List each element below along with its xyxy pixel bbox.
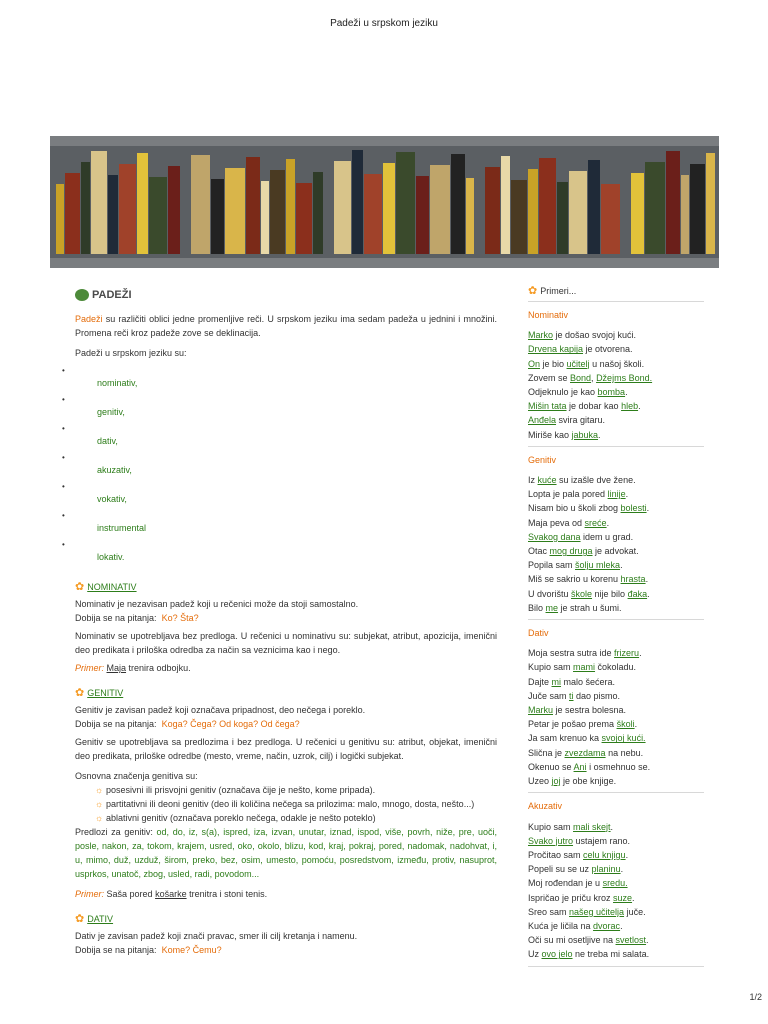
book-spine bbox=[56, 184, 64, 254]
section-dativ-heading: ✿ DATIV bbox=[75, 913, 114, 925]
document-title: Padeži u srpskom jeziku bbox=[330, 18, 438, 29]
book-spine bbox=[149, 177, 167, 254]
example-sentence: On je bio učitelj u našoj školi. bbox=[528, 358, 645, 369]
section-genitiv-heading: ✿ GENITIV bbox=[75, 687, 124, 699]
nominativ-usage: Nominativ se upotrebljava bez predloga. U rečenici u nominativu su: subjekat, atribut, apozicija, imenični deo predikata i priloška odredba za način sa veznicima kao i nego. bbox=[75, 631, 497, 655]
book-spine bbox=[352, 150, 363, 254]
examples-sidebar bbox=[528, 284, 704, 967]
book-spine bbox=[91, 151, 107, 254]
bullet: • bbox=[62, 395, 65, 404]
example-sentence: Lopta je pala pored linije. bbox=[528, 489, 629, 500]
book-spine bbox=[569, 171, 587, 254]
flower-icon: ✿ bbox=[75, 581, 85, 593]
main-heading: PADEŽI bbox=[75, 286, 497, 304]
example-sentence: Uzeo joj je obe knjige. bbox=[528, 776, 617, 787]
book-spine bbox=[191, 155, 210, 254]
book-spine bbox=[119, 164, 136, 254]
book-spine bbox=[501, 156, 510, 254]
meaning-item: ☼ ablativni genitiv (označava poreklo nečega, odakle je nešto poteklo) bbox=[95, 813, 376, 823]
nominativ-example: Primer: Maja trenira odbojku. bbox=[75, 663, 191, 673]
example-sentence: Juče sam ti dao pismo. bbox=[528, 690, 621, 701]
bullet: • bbox=[62, 511, 65, 520]
book-spine bbox=[631, 173, 644, 254]
example-section-nominativ bbox=[528, 308, 704, 447]
intro-paragraph: Padeži su različiti oblici jedne promenljive reči. U srpskom jeziku ima sedam padeža u jednini i množini. Promena reči kroz padeže zove se deklinacija. bbox=[75, 314, 497, 338]
bullet: • bbox=[62, 453, 65, 462]
example-sentence: Nisam bio u školi zbog bolesti. bbox=[528, 503, 650, 514]
bookshelf-banner bbox=[50, 136, 719, 268]
book-spine bbox=[557, 182, 568, 254]
example-sentence: Ispričao je priču kroz suze. bbox=[528, 892, 635, 903]
example-sentence: Oči su mi osetljive na svetlost. bbox=[528, 935, 649, 946]
case-list-item: • dativ, bbox=[62, 424, 118, 446]
bullet: • bbox=[62, 424, 65, 433]
genitiv-meanings-list bbox=[75, 783, 497, 825]
meaning-item: ☼ posesivni ili prisvojni genitiv (označava čije je nešto, kome pripada). bbox=[95, 785, 376, 795]
example-section-title: Dativ bbox=[528, 628, 549, 639]
book-spine bbox=[681, 175, 689, 254]
example-sentence: Marku je sestra bolesna. bbox=[528, 705, 627, 716]
example-sentence: Sreo sam našeg učitelja juče. bbox=[528, 906, 646, 917]
book-spine bbox=[430, 165, 450, 254]
book-spine bbox=[588, 160, 600, 254]
example-sentence: Moj rođendan je u sredu. bbox=[528, 878, 628, 889]
book-spine bbox=[539, 158, 556, 254]
case-list-item: • instrumental bbox=[62, 511, 147, 533]
book-spine bbox=[261, 181, 269, 254]
case-list-intro: Padeži u srpskom jeziku su: bbox=[75, 348, 187, 358]
example-sentence: Anđela svira gitaru. bbox=[528, 415, 606, 426]
genitiv-usage: Genitiv se upotrebljava sa predlozima i bez predloga. U rečenici u genitivu su: atribut, objekat, imenični deo predikata, priloške odredbe (mesto, vreme, način, uzrok, cilj) i logički subjekat. bbox=[75, 737, 497, 761]
book-spine bbox=[65, 173, 80, 254]
example-sentence: Miriše kao jabuka. bbox=[528, 429, 601, 440]
book-spine bbox=[416, 176, 429, 254]
example-sentence: Dajte mi malo šećera. bbox=[528, 676, 616, 687]
book-spine bbox=[270, 170, 285, 254]
genitiv-prepositions: Predlozi za genitiv: od, do, iz, s(a), ispred, iza, izvan, unutar, iznad, ispod, više, povrh, niže, pre, uoči, posle, nakon, za, tokom, krajem, usred, oko, okolo, blizu, kod, kraj, pokraj, pored, nadomak, nadohvat, i, u, mimo, duž, uzduž, širom, preko, bez, osim, umesto, pomoću, posredstvom, između, protiv, nasuprot, usprkos, unatoč, zbog, usled, radi, povodom... bbox=[75, 827, 497, 879]
book-spine bbox=[690, 164, 705, 254]
example-sentence: Slična je zvezdama na nebu. bbox=[528, 747, 644, 758]
example-section-genitiv bbox=[528, 453, 704, 620]
example-sentence: Mišin tata je dobar kao hleb. bbox=[528, 401, 641, 412]
example-sentence: Miš se sakrio u korenu hrasta. bbox=[528, 574, 649, 585]
example-sentence: Kuća je ličila na dvorac. bbox=[528, 920, 623, 931]
book-spine bbox=[451, 154, 465, 254]
genitiv-questions: Dobija se na pitanja: Koga? Čega? Od koga? Od čega? bbox=[75, 719, 300, 729]
book-spine bbox=[108, 175, 118, 254]
example-sentence: Svakog dana idem u grad. bbox=[528, 531, 634, 542]
example-sentence: Ja sam krenuo ka svojoj kući. bbox=[528, 733, 646, 744]
flower-icon: ✿ bbox=[528, 284, 538, 297]
example-sentence: Iz kuće su izašle dve žene. bbox=[528, 475, 636, 486]
bullet: • bbox=[62, 366, 65, 375]
example-section-dativ bbox=[528, 626, 704, 793]
example-section-akuzativ bbox=[528, 799, 704, 966]
page-number: 1/2 bbox=[749, 992, 762, 1002]
bullet: • bbox=[62, 540, 65, 549]
book-spine bbox=[485, 167, 500, 254]
section-nominativ-heading: ✿ NOMINATIV bbox=[75, 581, 137, 593]
genitiv-definition: Genitiv je zavisan padež koji označava pripadnost, deo nečega i poreklo. bbox=[75, 705, 366, 715]
example-sentence: Zovem se Bond, Džejms Bond. bbox=[528, 372, 653, 383]
book-spine bbox=[286, 159, 295, 254]
dativ-questions: Dobija se na pitanja: Kome? Čemu? bbox=[75, 945, 222, 955]
book-spine bbox=[511, 180, 527, 254]
example-sentence: Svako jutro ustajem rano. bbox=[528, 835, 631, 846]
example-sentence: U dvorištu škole nije bilo đaka. bbox=[528, 588, 650, 599]
example-sentence: Otac mog druga je advokat. bbox=[528, 546, 639, 557]
example-section-title: Nominativ bbox=[528, 310, 569, 320]
book-spine bbox=[296, 183, 312, 254]
book-spine bbox=[645, 162, 665, 254]
example-sentence: Uz ovo jelo ne treba mi salata. bbox=[528, 949, 650, 960]
book-spine bbox=[383, 163, 395, 254]
nominativ-definition: Nominativ je nezavisan padež koji u rečenici može da stoji samostalno. bbox=[75, 599, 359, 609]
sun-bullet-icon: ☼ bbox=[95, 813, 104, 823]
case-list bbox=[62, 366, 497, 569]
sun-bullet-icon: ☼ bbox=[95, 799, 104, 809]
book-spine bbox=[601, 184, 620, 254]
example-sentence: Popila sam šolju mleka. bbox=[528, 560, 623, 571]
example-sentence: Popeli su se uz planinu. bbox=[528, 864, 624, 875]
bullet: • bbox=[62, 482, 65, 491]
book-spine bbox=[246, 157, 260, 254]
nominativ-questions: Dobija se na pitanja: Ko? Šta? bbox=[75, 613, 199, 623]
sidebar-heading: ✿ Primeri... bbox=[528, 284, 704, 302]
case-list-item: • nominativ, bbox=[62, 366, 138, 388]
case-list-item: • vokativ, bbox=[62, 482, 127, 504]
dativ-definition: Dativ je zavisan padež koji znači pravac, smer ili cilj kretanja i namenu. bbox=[75, 931, 358, 941]
leaf-icon bbox=[75, 289, 89, 301]
example-sentence: Odjeknulo je kao bomba. bbox=[528, 387, 628, 398]
sun-bullet-icon: ☼ bbox=[95, 785, 104, 795]
example-sentence: Kupio sam mali skejt. bbox=[528, 821, 614, 832]
book-spine bbox=[313, 172, 323, 254]
book-spine bbox=[81, 162, 90, 254]
example-sentence: Moja sestra sutra ide frizeru. bbox=[528, 648, 642, 659]
example-sentence: Kupio sam mami čokoladu. bbox=[528, 662, 637, 673]
example-sentence: Marko je došao svojoj kući. bbox=[528, 330, 637, 341]
case-list-item: • genitiv, bbox=[62, 395, 125, 417]
example-sentence: Bilo me je strah u šumi. bbox=[528, 602, 622, 613]
genitiv-example: Primer: Saša pored košarke trenitra i stoni tenis. bbox=[75, 889, 268, 899]
example-sentence: Drvena kapija je otvorena. bbox=[528, 344, 633, 355]
flower-icon: ✿ bbox=[75, 687, 85, 699]
book-spine bbox=[334, 161, 351, 254]
book-spine bbox=[528, 169, 538, 254]
book-spine bbox=[211, 179, 224, 254]
example-section-title: Genitiv bbox=[528, 454, 557, 465]
book-spine bbox=[137, 153, 148, 254]
meaning-item: ☼ partitativni ili deoni genitiv (deo ili količina nečega sa prilozima: malo, mnogo, dosta, nešto...) bbox=[95, 799, 475, 809]
example-sentence: Okenuo se Ani i osmehnuo se. bbox=[528, 761, 651, 772]
flower-icon: ✿ bbox=[75, 913, 85, 925]
book-spine bbox=[225, 168, 245, 254]
case-list-item: • lokativ. bbox=[62, 540, 125, 562]
example-sentence: Maja peva od sreće. bbox=[528, 517, 610, 528]
book-spine bbox=[466, 178, 474, 254]
book-spine bbox=[706, 153, 715, 254]
book-spine bbox=[364, 174, 382, 254]
main-content bbox=[62, 284, 497, 957]
book-spine bbox=[666, 151, 680, 254]
example-sentence: Pročitao sam celu knjigu. bbox=[528, 849, 629, 860]
genitiv-meanings-intro: Osnovna značenja genitiva su: bbox=[75, 771, 198, 781]
example-sentence: Petar je pošao prema školi. bbox=[528, 719, 638, 730]
case-list-item: • akuzativ, bbox=[62, 453, 132, 475]
book-spine bbox=[396, 152, 415, 254]
example-section-title: Akuzativ bbox=[528, 801, 563, 812]
book-spine bbox=[168, 166, 180, 254]
